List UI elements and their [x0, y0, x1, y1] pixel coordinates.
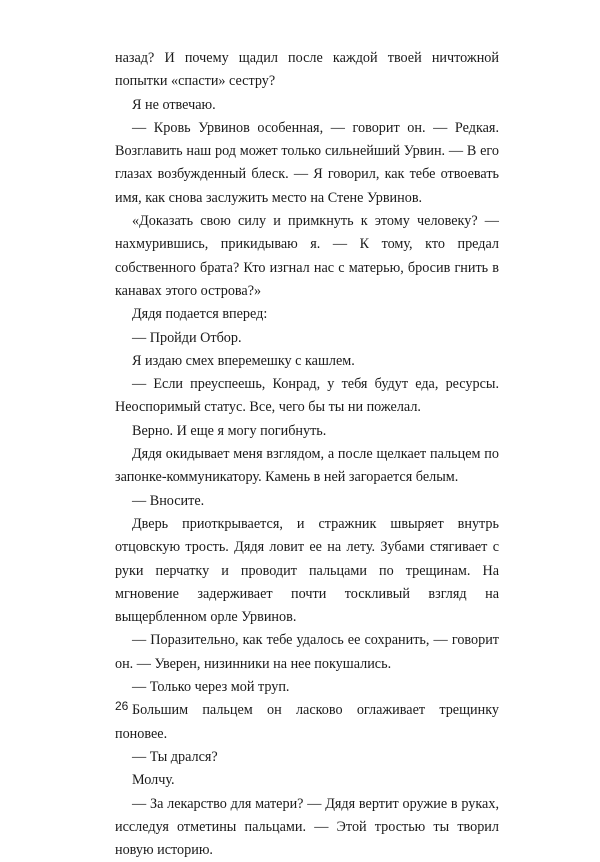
- paragraph: Дядя подается вперед:: [115, 303, 499, 326]
- page-number: 26: [115, 699, 128, 713]
- paragraph: — Если преуспеешь, Конрад, у тебя будут еда, ресурсы. Неоспоримый статус. Все, чего бы ты ни пожелал.: [115, 373, 499, 420]
- paragraph: Большим пальцем он ласково оглаживает трещинку поновее.: [115, 699, 499, 746]
- paragraph: — Пройди Отбор.: [115, 327, 499, 350]
- paragraph: Я не отвечаю.: [115, 94, 499, 117]
- paragraph: Дядя окидывает меня взглядом, а после щелкает пальцем по запонке-коммуникатору. Камень в ней загорается белым.: [115, 443, 499, 490]
- paragraph: — Вносите.: [115, 490, 499, 513]
- paragraph: — Поразительно, как тебе удалось ее сохранить, — говорит он. — Уверен, низинники на нее покушались.: [115, 629, 499, 676]
- body-text: [115, 47, 499, 862]
- paragraph: — Кровь Урвинов особенная, — говорит он. — Редкая. Возглавить наш род может только сильнейший Урвин. — В его глазах возбужденный блеск. — Я говорил, как тебе отвоевать имя, как снова заслужить место на Стене Урвинов.: [115, 117, 499, 210]
- paragraph: — Только через мой труп.: [115, 676, 499, 699]
- paragraph: назад? И почему щадил после каждой твоей ничтожной попытки «спасти» сестру?: [115, 47, 499, 94]
- paragraph: Дверь приоткрывается, и стражник швыряет внутрь отцовскую трость. Дядя ловит ее на лету. Зубами стягивает с руки перчатку и проводит пальцами по трещинам. На мгновение задерживает почти тоскливый взгляд на выщербленном орле Урвинов.: [115, 513, 499, 629]
- paragraph: — Ты дрался?: [115, 746, 499, 769]
- paragraph: Молчу.: [115, 769, 499, 792]
- paragraph: Верно. И еще я могу погибнуть.: [115, 420, 499, 443]
- paragraph: — За лекарство для матери? — Дядя вертит оружие в руках, исследуя отметины пальцами. — Этой тростью ты творил новую историю.: [115, 793, 499, 862]
- paragraph: Я издаю смех вперемешку с кашлем.: [115, 350, 499, 373]
- paragraph: «Доказать свою силу и примкнуть к этому человеку? — нахмурившись, прикидываю я. — К тому, кто предал собственного брата? Кто изгнал нас с матерью, бросив гнить в канавах этого острова?»: [115, 210, 499, 303]
